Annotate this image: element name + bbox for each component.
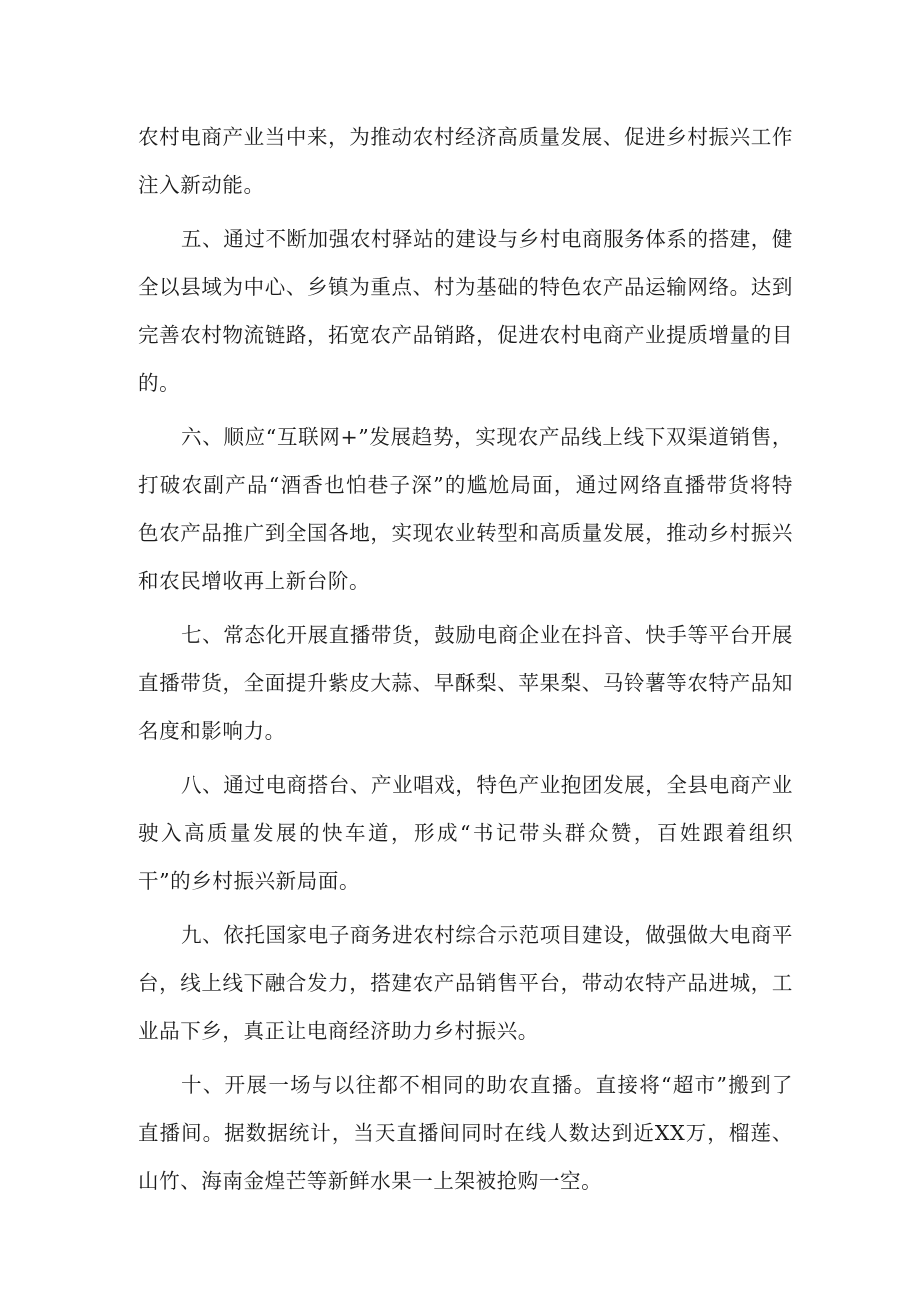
paragraph-item-8: 八、通过电商搭台、产业唱戏，特色产业抱团发展，全县电商产业驶入高质量发展的快车道，形成“书记带头群众赞，百姓跟着组织干”的乡村振兴新局面。	[138, 773, 793, 893]
paragraph-item-5: 五、通过不断加强农村驿站的建设与乡村电商服务体系的搭建，健全以县域为中心、乡镇为重点、村为基础的特色农产品运输网络。达到完善农村物流链路，拓宽农产品销路，促进农村电商产业提质增量的目的。	[138, 227, 793, 395]
paragraph-item-9: 九、依托国家电子商务进农村综合示范项目建设，做强做大电商平台，线上线下融合发力，搭建农产品销售平台，带动农特产品进城，工业品下乡，真正让电商经济助力乡村振兴。	[138, 923, 793, 1043]
paragraph-continuation: 农村电商产业当中来，为推动农村经济高质量发展、促进乡村振兴工作注入新动能。	[138, 125, 793, 197]
paragraph-item-7: 七、常态化开展直播带货，鼓励电商企业在抖音、快手等平台开展直播带货，全面提升紫皮大蒜、早酥梨、苹果梨、马铃薯等农特产品知名度和影响力。	[138, 623, 793, 743]
paragraph-item-6: 六、顺应“互联网+”发展趋势，实现农产品线上线下双渠道销售，打破农副产品“酒香也怕巷子深”的尴尬局面，通过网络直播带货将特色农产品推广到全国各地，实现农业转型和高质量发展，推动乡村振兴和农民增收再上新台阶。	[138, 425, 793, 593]
paragraph-item-10: 十、开展一场与以往都不相同的助农直播。直接将“超市”搬到了直播间。据数据统计，当天直播间同时在线人数达到近XX万，榴莲、山竹、海南金煌芒等新鲜水果一上架被抢购一空。	[138, 1073, 793, 1193]
document-body	[138, 113, 793, 1205]
